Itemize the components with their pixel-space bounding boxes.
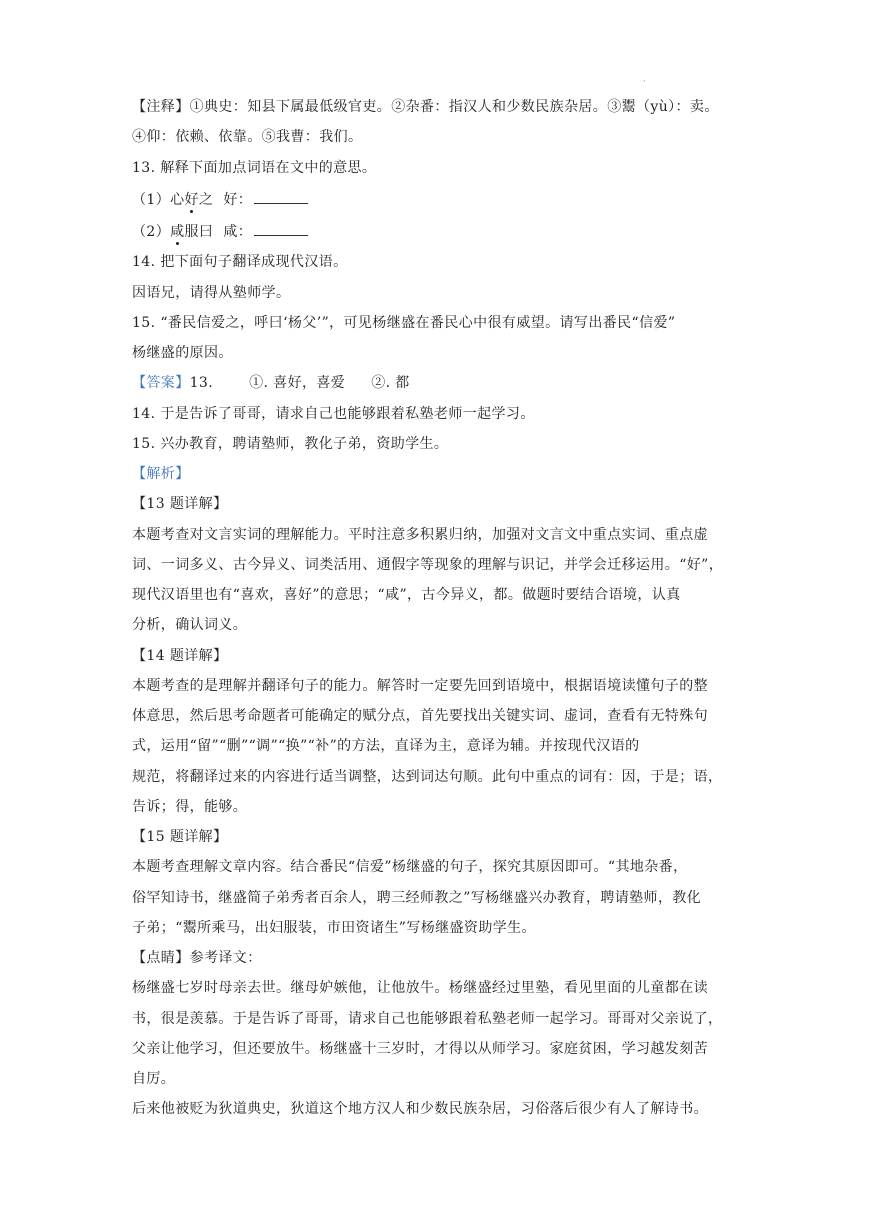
paragraph-line: 子弟；“鬻所乘马，出妇服装，市田资诸生”写杨继盛资助学生。 [132, 919, 536, 936]
answer-blank-1[interactable] [254, 191, 308, 204]
dotted-word-xian: 咸 [170, 224, 185, 240]
page-mark: · [643, 77, 646, 86]
analysis-15-heading: 【15 题详解】 [132, 829, 228, 845]
paragraph-line: 父亲让他学习，但还要放牛。杨继盛十三岁时，才得以从师学习。家庭贫困，学习越发刻苦 [132, 1040, 708, 1057]
item-2-suffix: 服曰 [184, 224, 214, 240]
question-14-sentence: 因语兄，请得从塾师学。 [132, 284, 291, 301]
paragraph-line: 本题考查对文言实词的理解能力。平时注意多积累归纳，加强对文言文中重点实词、重点虚 [132, 526, 708, 543]
analysis-14-paragraph [132, 679, 742, 815]
answer-15: 15. 兴办教育，聘请塾师，教化子弟，资助学生。 [132, 435, 449, 452]
notes-line-1: 【注释】①典史：知县下属最低级官吏。②杂番：指汉人和少数民族杂居。③鬻（yù）：卖。 [132, 99, 719, 115]
paragraph-line: 体意思，然后思考命题者可能确定的赋分点，首先要找出关键实词、虚词，查看有无特殊句 [132, 708, 708, 724]
paragraph-line: 现代汉语里也有“喜欢，喜好”的意思；“咸”，古今异义，都。做题时要结合语境，认真 [132, 587, 681, 603]
question-13-stem: 13. 解释下面加点词语在文中的意思。 [132, 159, 377, 176]
paragraph-line: 式，运用“留”“删”“调”“换”“补”的方法，直译为主，意译为辅。并按现代汉语的 [132, 738, 640, 755]
dotted-word-hao: 好 [184, 191, 199, 208]
answer-13-part-1: ①. 喜好，喜爱 [249, 375, 346, 392]
paragraph-line: 规范，将翻译过来的内容进行适当调整，达到词达句顺。此句中重点的词有：因，于是；语， [132, 768, 723, 785]
answer-blank-2[interactable] [254, 223, 308, 236]
paragraph-line: 自厉。 [132, 1071, 176, 1087]
paragraph-line: 后来他被贬为狄道典史，狄道这个地方汉人和少数民族杂居，习俗落后很少有人了解诗书。 [132, 1101, 708, 1118]
answer-13-number: 13. [189, 375, 214, 392]
analysis-13-heading: 【13 题详解】 [132, 496, 228, 513]
analysis-13-paragraph [132, 528, 742, 634]
analysis-15-paragraph [132, 860, 742, 936]
answer-13 [132, 376, 742, 391]
question-13-item-2 [132, 223, 742, 240]
paragraph-line: 本题考查的是理解并翻译句子的能力。解答时一定要先回到语境中，根据语境读懂句子的整 [132, 677, 708, 694]
answer-13-part-2: ②. 都 [371, 375, 410, 392]
answer-label: 【答案】 [132, 375, 190, 392]
item-1-suffix: 之 [198, 191, 214, 208]
paragraph-line: 杨继盛七岁时母亲去世。继母妒嫉他，让他放牛。杨继盛经过里塾，看见里面的儿童都在读 [132, 980, 708, 997]
item-2-word: 咸： [223, 224, 253, 240]
notes-line-2: ④仰：依赖、依靠。⑤我曹：我们。 [132, 129, 363, 146]
paragraph-line: 词、一词多义、古今异义、词类活用、通假字等现象的理解与识记，并学会迁移运用。“好”， [132, 556, 724, 573]
translation-paragraph-2 [132, 1102, 742, 1117]
answer-14: 14. 于是告诉了哥哥，请求自己也能够跟着私塾老师一起学习。 [132, 405, 535, 422]
paragraph-line: 分析，确认词义。 [132, 617, 248, 634]
document-page [132, 100, 742, 1133]
item-2-prefix: （2） [132, 224, 171, 240]
analysis-label: 【解析】 [132, 466, 190, 482]
item-1-word: 好： [223, 191, 253, 208]
question-15-line-1: 15. “番民信爱之，呼曰‘杨父’”，可见杨继盛在番民心中很有威望。请写出番民“信爱” [132, 314, 676, 331]
paragraph-line: 书，很是羡慕。于是告诉了哥哥，请求自己也能够跟着私塾老师一起学习。哥哥对父亲说了， [132, 1010, 723, 1027]
question-14-stem: 14. 把下面句子翻译成现代汉语。 [132, 254, 348, 271]
translation-label: 【点睛】参考译文： [132, 950, 262, 966]
translation-paragraph-1 [132, 981, 742, 1087]
question-13-item-1 [132, 191, 742, 208]
analysis-14-heading: 【14 题详解】 [132, 647, 228, 664]
paragraph-line: 本题考查理解文章内容。结合番民“信爱”杨继盛的句子，探究其原因即可。“其地杂番， [132, 859, 688, 876]
paragraph-line: 告诉；得，能够。 [132, 798, 248, 815]
question-15-line-2: 杨继盛的原因。 [132, 345, 233, 361]
paragraph-line: 俗罕知诗书，继盛简子弟秀者百余人，聘三经师教之”写杨继盛兴办教育，聘请塾师，教化 [132, 889, 702, 906]
item-1-prefix: （1）心 [132, 191, 185, 208]
